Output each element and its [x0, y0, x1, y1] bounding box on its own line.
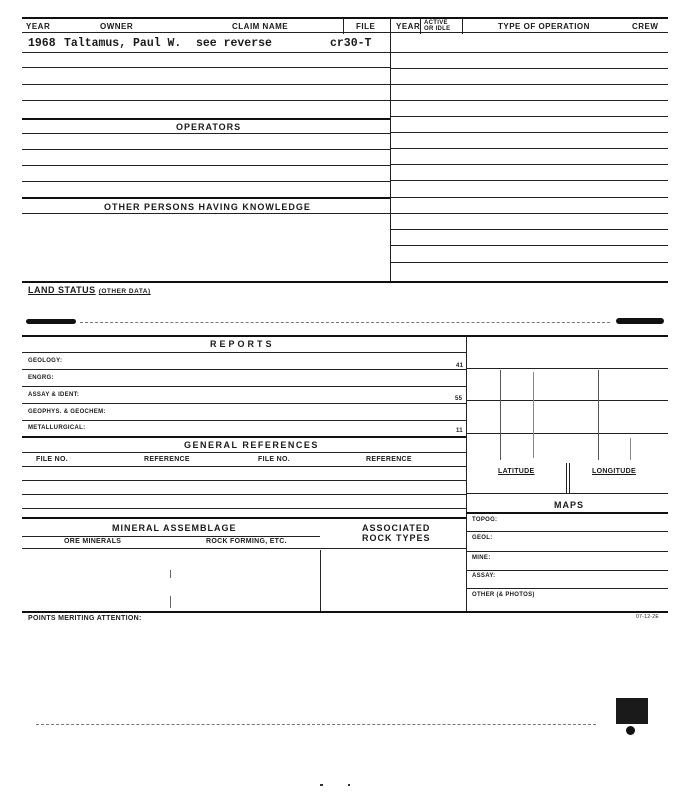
land-status-sublabel: (OTHER DATA): [98, 288, 151, 295]
land-status-top-border: [22, 281, 668, 283]
operators-top-border: [22, 118, 390, 120]
mineral-col-tick: [170, 570, 171, 578]
right-row-line: [390, 148, 668, 149]
top-border: [22, 17, 668, 19]
gen-ref-row-line: [22, 466, 466, 467]
right-row-line: [390, 197, 668, 198]
coord-divider: [569, 463, 570, 493]
rock-forming-label: ROCK FORMING, ETC.: [206, 538, 287, 545]
report-row-line: [22, 403, 466, 404]
col-sep-right-block: [390, 18, 391, 283]
right-row-line: [390, 116, 668, 117]
header-year: YEAR: [26, 22, 51, 31]
right-row-line: [390, 262, 668, 263]
gen-ref-reference-2: REFERENCE: [366, 456, 412, 463]
points-top-border: [22, 611, 668, 613]
header-claim-name: CLAIM NAME: [232, 22, 289, 31]
right-row-line: [390, 84, 668, 85]
points-meriting-attention: POINTS MERITING ATTENTION:: [28, 615, 142, 622]
mineral-assemblage-title: MINERAL ASSEMBLAGE: [112, 523, 237, 533]
owner-row-line: [22, 52, 390, 53]
right-row-line: [390, 229, 668, 230]
ink-dot: [626, 726, 635, 735]
map-row-line: [466, 570, 668, 571]
header-active-idle: ACTIVE OR IDLE: [424, 20, 451, 32]
report-assay-num: 55: [455, 396, 463, 402]
reports-underline: [22, 352, 466, 353]
right-row-line: [390, 180, 668, 181]
general-references-underline: [22, 452, 466, 453]
coord-divider: [566, 463, 567, 493]
entry-year: 1968: [28, 37, 56, 50]
mineral-col-tick: [170, 596, 171, 608]
owner-row-line: [22, 67, 390, 68]
header-owner: OWNER: [100, 22, 134, 31]
ink-blot-right: [616, 318, 664, 324]
ore-minerals-label: ORE MINERALS: [64, 538, 122, 545]
maps-title: MAPS: [554, 500, 585, 510]
operators-row-line: [22, 165, 390, 166]
right-row-line: [390, 52, 668, 53]
gen-ref-row-line: [22, 508, 466, 509]
mineral-top-border: [22, 517, 466, 519]
map-row-line: [466, 531, 668, 532]
header-underline: [22, 32, 668, 33]
report-row-line: [22, 420, 466, 421]
coord-grid-line: [466, 433, 668, 434]
bottom-dotted-line: [36, 724, 596, 725]
header-year-2: YEAR: [396, 22, 421, 31]
coord-grid-tick: [630, 438, 631, 460]
associated-rock-types-title: ASSOCIATED ROCK TYPES: [362, 523, 431, 543]
header-file: FILE: [356, 22, 376, 31]
operators-row-line: [22, 149, 390, 150]
gen-ref-reference-1: REFERENCE: [144, 456, 190, 463]
operators-row-line: [22, 133, 390, 134]
right-row-line: [390, 100, 668, 101]
reports-top-border: [22, 335, 668, 337]
gen-ref-file-no-2: FILE NO.: [258, 456, 290, 463]
ink-stamp: [616, 698, 648, 724]
operators-title: OPERATORS: [176, 122, 242, 132]
mineral-header-bottom: [22, 548, 466, 549]
other-persons-underline: [22, 213, 390, 214]
coord-grid-tick: [533, 372, 534, 458]
general-references-top-border: [22, 436, 466, 438]
col-sep-file: [343, 18, 344, 34]
map-topog-label: TOPOG:: [472, 517, 498, 523]
map-row-line: [466, 551, 668, 552]
gen-ref-file-no-1: FILE NO.: [36, 456, 68, 463]
header-crew: CREW: [632, 22, 659, 31]
stray-mark: [348, 784, 350, 786]
map-assay-label: ASSAY:: [472, 573, 496, 579]
right-row-line: [390, 213, 668, 214]
report-row-line: [22, 386, 466, 387]
map-row-line: [466, 588, 668, 589]
coord-grid-tick: [500, 370, 501, 460]
other-persons-title: OTHER PERSONS HAVING KNOWLEDGE: [104, 202, 311, 212]
form-code: 07-12-2E: [636, 614, 659, 620]
coord-grid-line: [466, 400, 668, 401]
report-geology-label: GEOLOGY:: [28, 358, 63, 364]
mineral-underline: [22, 536, 320, 537]
right-row-line: [390, 245, 668, 246]
report-metallurgical-label: METALLURGICAL:: [28, 425, 86, 431]
stray-mark: [320, 784, 323, 786]
general-references-title: GENERAL REFERENCES: [184, 440, 319, 450]
col-sep-year2: [420, 18, 421, 34]
gen-ref-row-line: [22, 494, 466, 495]
right-row-line: [390, 68, 668, 69]
land-status-dotted-line: [80, 322, 610, 323]
right-row-line: [390, 164, 668, 165]
mineral-col-divider: [320, 550, 321, 612]
entry-owner: Taltamus, Paul W.: [64, 37, 182, 50]
operators-row-line: [22, 181, 390, 182]
coord-bottom-line: [466, 493, 668, 494]
map-other-label: OTHER (& PHOTOS): [472, 592, 535, 598]
report-engrg-label: ENGRG:: [28, 375, 54, 381]
header-type-of-operation: TYPE OF OPERATION: [498, 22, 590, 31]
map-mine-label: MINE:: [472, 555, 491, 561]
land-status-label: LAND STATUS: [28, 285, 96, 295]
entry-claim-name: see reverse: [196, 37, 272, 50]
gen-ref-row-line: [22, 480, 466, 481]
report-geology-num: 41: [456, 363, 464, 369]
entry-file: cr30-T: [330, 37, 372, 50]
owner-row-line: [22, 84, 390, 85]
report-metallurgical-num: 11: [456, 428, 463, 434]
other-persons-top-border: [22, 197, 390, 199]
maps-underline: [466, 512, 668, 514]
report-assay-label: ASSAY & IDENT:: [28, 392, 80, 398]
longitude-label: LONGITUDE: [592, 468, 636, 475]
map-geol-label: GEOL:: [472, 535, 493, 541]
reports-title: REPORTS: [210, 339, 275, 349]
coord-grid-tick: [598, 370, 599, 460]
coord-grid-line: [466, 368, 668, 369]
land-status-title: [28, 285, 151, 295]
report-row-line: [22, 369, 466, 370]
ink-blot-left: [26, 319, 76, 324]
latitude-label: LATITUDE: [498, 468, 535, 475]
owner-row-line: [22, 100, 390, 101]
col-sep-active: [462, 18, 463, 34]
report-geophys-label: GEOPHYS. & GEOCHEM:: [28, 409, 106, 415]
right-row-line: [390, 132, 668, 133]
